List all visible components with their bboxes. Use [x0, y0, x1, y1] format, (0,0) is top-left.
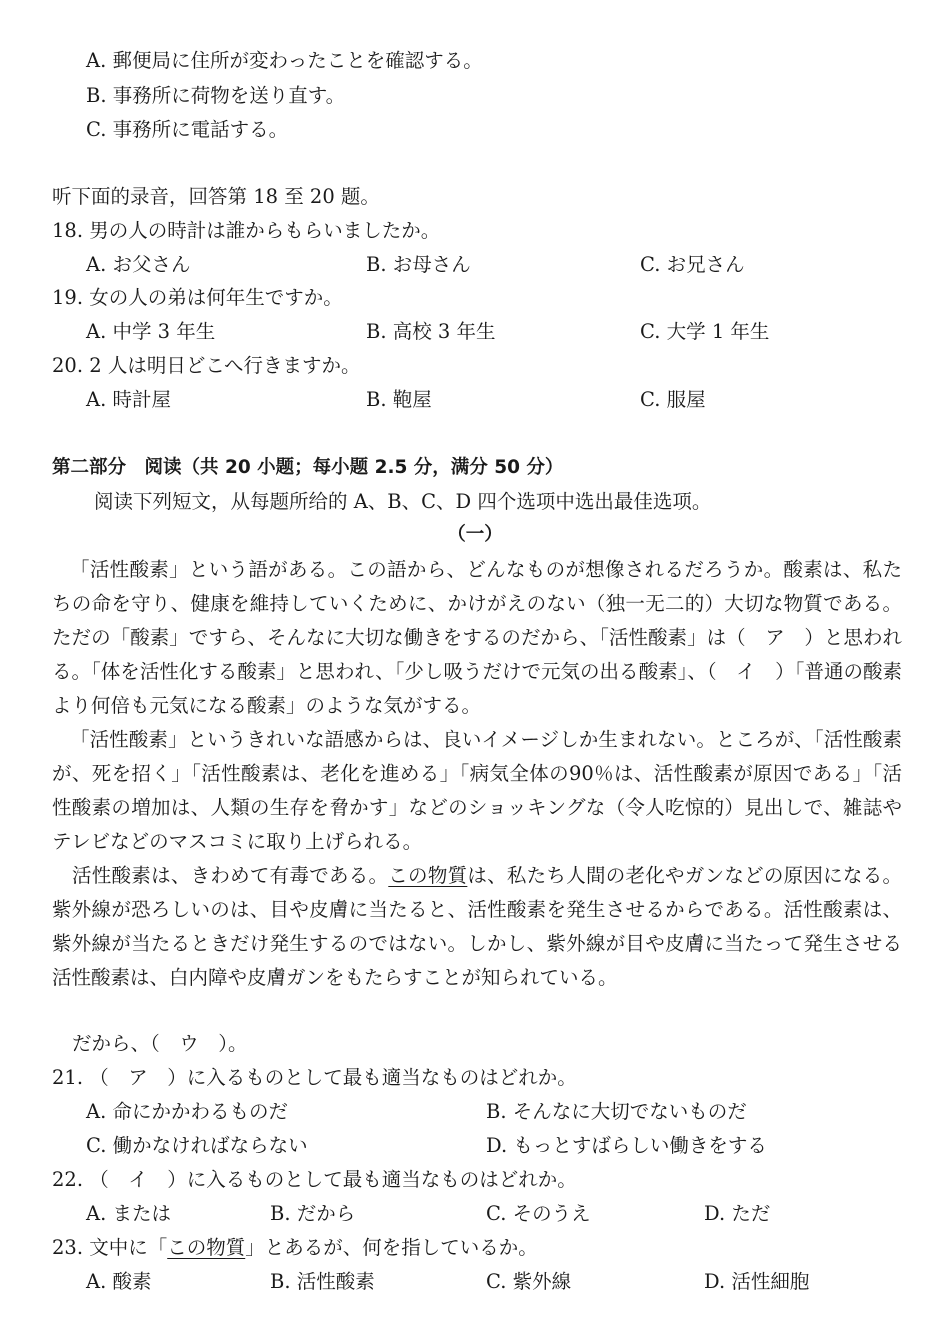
passage-number: （一） — [447, 524, 503, 545]
q19-stem: 19. 女の人の弟は何年生ですか。 — [52, 286, 343, 309]
section-title: 第二部分 阅读（共 20 小题；每小题 2.5 分，满分 50 分） — [52, 457, 564, 478]
q17-option-a: A. 郵便局に住所が変わったことを確認する。 — [86, 49, 483, 72]
q22-option-c: C. そのうえ — [486, 1202, 591, 1225]
q20-option-b: B. 鞄屋 — [366, 388, 432, 411]
q18-stem: 18. 男の人の時計は誰からもらいましたか。 — [52, 219, 441, 242]
q17-option-b: B. 事務所に荷物を送り直す。 — [86, 84, 346, 107]
section-instruction: 阅读下列短文，从每题所给的 A、B、C、D 四个选项中选出最佳选项。 — [94, 490, 712, 513]
q23-option-c: C. 紫外線 — [486, 1270, 572, 1293]
q20-option-c: C. 服屋 — [640, 388, 706, 411]
passage-paragraph-4: だから、（ ウ ）。 — [72, 1032, 248, 1055]
q22-option-b: B. だから — [270, 1202, 356, 1225]
q21-option-c: C. 働かなければならない — [86, 1134, 308, 1157]
q23-stem: 23. 文中に「この物質」とあるが、何を指しているか。 — [52, 1236, 538, 1259]
q21-option-a: A. 命にかかわるものだ — [86, 1100, 288, 1123]
passage-paragraph-3: 活性酸素は、きわめて有毒である。この物質は、私たち人間の老化やガンなどの原因になる。紫外線が恐ろしいのは、目や皮膚に当たると、活性酸素を発生させるからである。活性酸素は、紫外線が当たるときだけ発生するのではない。しかし、紫外線が目や皮膚に当たって発生させる活性酸素は、白内障や皮膚ガンをもたらすことが知られている。 — [52, 864, 902, 989]
q18-option-a: A. お父さん — [86, 253, 191, 276]
q23-option-b: B. 活性酸素 — [270, 1270, 375, 1293]
q18-option-c: C. お兄さん — [640, 253, 745, 276]
q21-option-b: B. そんなに大切でないものだ — [486, 1100, 747, 1123]
passage-paragraph-2: 「活性酸素」というきれいな語感からは、良いイメージしか生まれない。ところが、「活性酸素が、死を招く」「活性酸素は、老化を進める」「病気全体の90％は、活性酸素が原因である」「活性酸素の増加は、人類の生存を脅かす」などのショッキングな（令人吃惊的）見出しで、雑誌やテレビなどのマスコミに取り上げられる。 — [52, 728, 902, 853]
q19-option-c: C. 大学 1 年生 — [640, 320, 770, 343]
q22-stem: 22. （ イ ）に入るものとして最も適当なものはどれか。 — [52, 1168, 577, 1191]
q17-option-c: C. 事務所に電話する。 — [86, 118, 289, 141]
q19-option-a: A. 中学 3 年生 — [86, 320, 216, 343]
q18-option-b: B. お母さん — [366, 253, 471, 276]
q20-stem: 20. 2 人は明日どこへ行きますか。 — [52, 354, 361, 377]
q21-option-d: D. もっとすばらしい働きをする — [486, 1134, 767, 1157]
q23-option-a: A. 酸素 — [86, 1270, 152, 1293]
q23-underlined-phrase: この物質 — [167, 1236, 246, 1259]
listening-instruction: 听下面的录音，回答第 18 至 20 题。 — [52, 185, 380, 208]
passage-paragraph-1: 「活性酸素」という語がある。この語から、どんなものが想像されるだろうか。酸素は、私たちの命を守り、健康を維持していくために、かけがえのない（独一无二的）大切な物質である。ただの「酸素」ですら、そんなに大切な働きをするのだから、「活性酸素」は（ ア ）と思われる。「体を活性化する酸素」と思われ、「少し吸うだけで元気の出る酸素」、（ イ ）「普通の酸素より何倍も元気になる酸素」のような気がする。 — [52, 558, 902, 717]
q21-stem: 21. （ ア ）に入るものとして最も適当なものはどれか。 — [52, 1066, 577, 1089]
q20-option-a: A. 時計屋 — [86, 388, 171, 411]
q19-option-b: B. 高校 3 年生 — [366, 320, 496, 343]
q23-option-d: D. 活性細胞 — [704, 1270, 810, 1293]
underlined-phrase: この物質 — [388, 864, 468, 887]
q22-option-a: A. または — [86, 1202, 171, 1225]
q22-option-d: D. ただ — [704, 1202, 771, 1225]
